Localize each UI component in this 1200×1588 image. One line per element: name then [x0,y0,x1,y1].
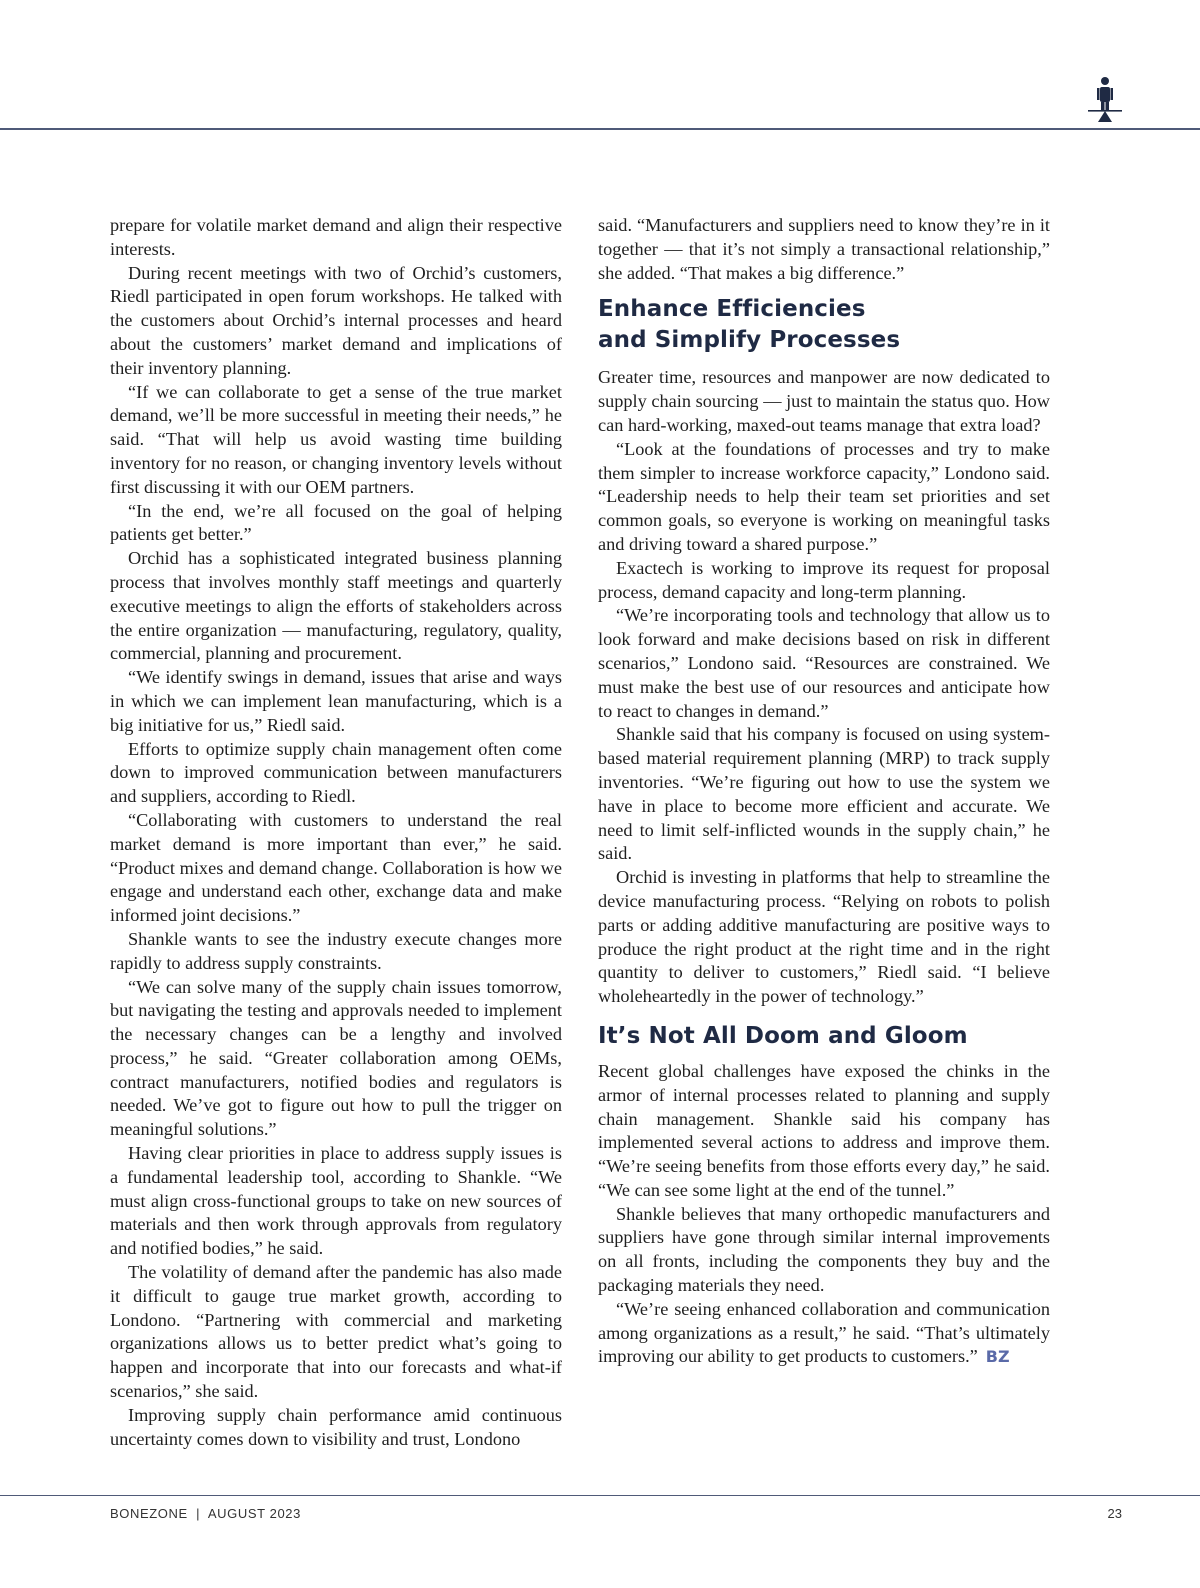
body-paragraph: Recent global challenges have exposed the chinks in the armor of internal processes related to planning and supply chain management. Shankle said his company has implemented several actions to address and improve them. “We’re seeing benefits from those efforts every day,” he said. “We can see some light at the end of the tunnel.” [598,1060,1050,1200]
body-paragraph: Shankle believes that many orthopedic manufacturers and suppliers have gone through similar internal improvements on all fronts, including the components they buy and the packaging materials they need. [598,1203,1050,1296]
body-paragraph: Orchid has a sophisticated integrated business planning process that involves monthly staff meetings and quarterly executive meetings to align the efforts of stakeholders across the entire organization — manufacturing, regulatory, quality, commercial, planning and procurement. [110,548,562,664]
body-paragraph: “In the end, we’re all focused on the goal of helping patients get better.” [110,500,562,545]
body-paragraph: Greater time, resources and manpower are now dedicated to supply chain sourcing — just to maintain the status quo. How can hard-working, maxed-out teams manage that extra load? [598,367,1050,435]
page-number: 23 [1107,1506,1122,1521]
footer-publication: BONEZONE | AUGUST 2023 [110,1506,301,1521]
body-paragraph: Shankle said that his company is focused on using system-based material requirement planning (MRP) to track supply inventories. “We’re figuring out how to use the system we have in place to become more efficient and accurate. We need to limit self-inflicted wounds in the supply chain,” he said. [598,724,1050,864]
body-paragraph: “If we can collaborate to get a sense of the true market demand, we’ll be more successful in meeting their needs,” he said. “That will help us avoid wasting time building inventory for no reason, or changing inventory levels without first discussing it with our OEM partners. [110,381,562,497]
section-heading-line: and Simplify Processes [598,327,901,354]
section-heading-doom-and-gloom: It’s Not All Doom and Gloom [598,1022,968,1049]
body-paragraph: Having clear priorities in place to address supply issues is a fundamental leadership tool, according to Shankle. “We must align cross-functional groups to take on new sources of materials and then work through approvals from regulatory and notified bodies,” he said. [110,1143,562,1259]
body-paragraph: “Collaborating with customers to understand the real market demand is more important than ever,” he said. “Product mixes and demand change. Collaboration is how we engage and understand each other, exchange data and make informed joint decisions.” [110,809,562,926]
closing-paragraph-text: “We’re seeing enhanced collaboration and communication among organizations as a result,” he said. “That’s ultimately improving our ability to get products to customers.” [598,1298,1050,1367]
bz-signoff-mark: BZ [985,1347,1010,1367]
section-heading-efficiencies [598,294,1050,356]
body-paragraph: Orchid is investing in platforms that help to streamline the device manufacturing process. “Relying on robots to polish parts or adding additive manufacturing are positive ways to produce the right product at the right time and in the right quantity to deliver to customers,” Riedl said. “I believe wholeheartedly in the power of technology.” [598,867,1050,1007]
body-paragraph: said. “Manufacturers and suppliers need to know they’re in it together — that it’s not simply a transactional relationship,” she added. “That makes a big difference.” [598,215,1050,283]
closing-paragraph [598,1298,1050,1369]
body-paragraph: “We’re incorporating tools and technology that allow us to look forward and make decisions based on risk in different scenarios,” Londono said. “Resources are constrained. We must make the best use of our resources and anticipate how to react to changes in demand.” [598,605,1050,721]
footer-rule [0,1495,1200,1496]
body-paragraph: During recent meetings with two of Orchid’s customers, Riedl participated in open forum workshops. He talked with the customers about Orchid’s internal processes and heard about the customers’ market demand and implications of their inventory planning. [110,262,562,378]
right-column [598,214,1050,1369]
section-heading-line: Enhance Efficiencies [598,296,866,323]
left-column [110,214,562,1451]
header-rule [0,128,1200,130]
body-paragraph: prepare for volatile market demand and align their respective interests. [110,215,562,259]
body-paragraph: Shankle wants to see the industry execute changes more rapidly to address supply constraints. [110,928,562,973]
body-paragraph: Efforts to optimize supply chain management often come down to improved communication between manufacturers and suppliers, according to Riedl. [110,738,562,807]
body-paragraph: “We can solve many of the supply chain issues tomorrow, but navigating the testing and approvals needed to implement the necessary changes can be a lengthy and involved process,” he said. “Greater collaboration among OEMs, contract manufacturers, notified bodies and regulators is needed. We’ve got to figure out how to pull the trigger on meaningful solutions.” [110,976,562,1140]
body-paragraph: “Look at the foundations of processes and try to make them simpler to increase workforce capacity,” Londono said. “Leadership needs to help their team set priorities and set common goals, so everyone is working on meaningful tasks and driving toward a shared purpose.” [598,438,1050,554]
bonezone-figure-logo-icon [1088,76,1122,124]
body-paragraph: Exactech is working to improve its request for proposal process, demand capacity and long-term planning. [598,557,1050,602]
body-paragraph: “We identify swings in demand, issues that arise and ways in which we can implement lean manufacturing, which is a big initiative for us,” Riedl said. [110,667,562,735]
body-paragraph: Improving supply chain performance amid continuous uncertainty comes down to visibility and trust, Londono [110,1404,562,1449]
body-paragraph: The volatility of demand after the pandemic has also made it difficult to gauge true market growth, according to Londono. “Partnering with commercial and marketing organizations allows us to better predict what’s going to happen and incorporate that into our forecasts and what-if scenarios,” she said. [110,1262,562,1402]
